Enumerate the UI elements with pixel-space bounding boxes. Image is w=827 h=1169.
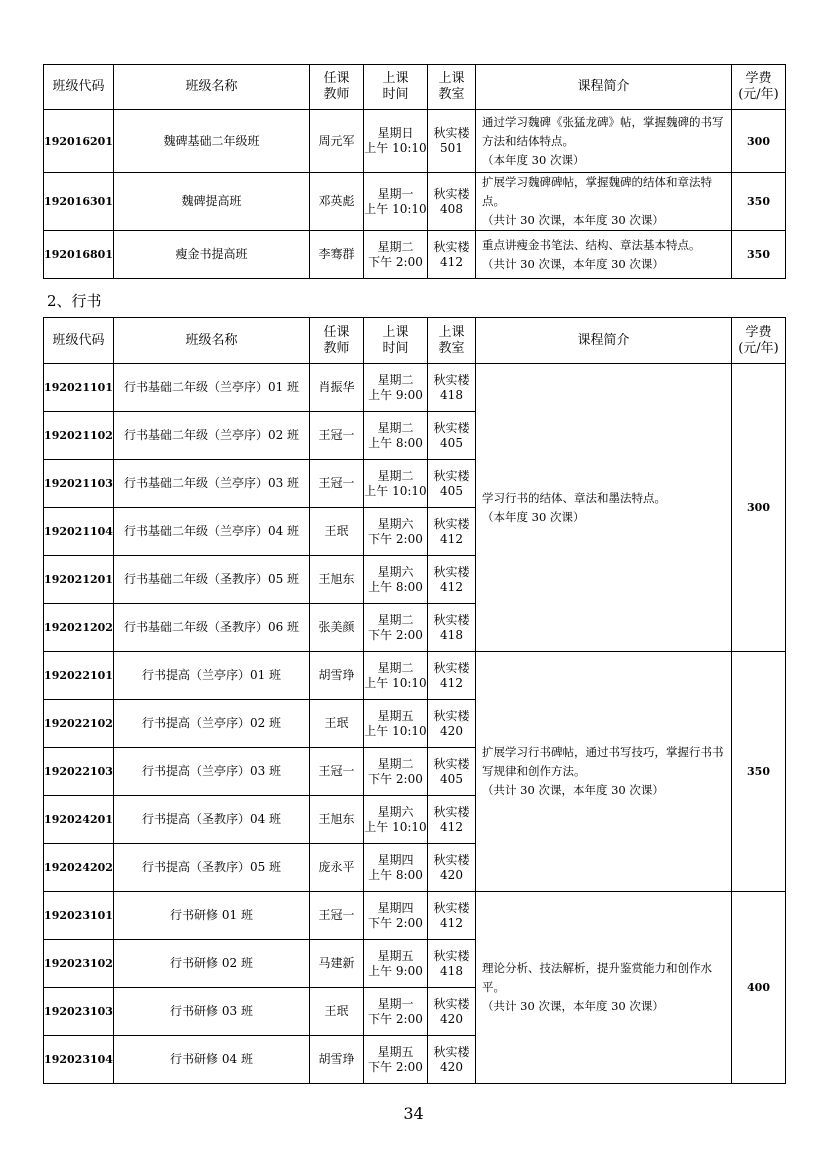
- classroom: 秋实楼 408: [428, 173, 476, 231]
- class-code: 192016801: [44, 231, 114, 279]
- section-heading: 2、行书: [47, 292, 102, 310]
- class-name: 行书基础二年级（兰亭序）02 班: [114, 412, 310, 460]
- teacher: 王冠一: [310, 748, 364, 796]
- class-name: 行书基础二年级（兰亭序）01 班: [114, 364, 310, 412]
- classroom: 秋实楼 420: [428, 844, 476, 892]
- classroom: 秋实楼 412: [428, 892, 476, 940]
- tuition-fee: 350: [732, 652, 786, 892]
- teacher: 王旭东: [310, 556, 364, 604]
- classroom: 秋实楼 412: [428, 508, 476, 556]
- class-code: 192024201: [44, 796, 114, 844]
- course-intro: 扩展学习魏碑碑帖，掌握魏碑的结体和章法特点。 （共计 30 次课，本年度 30 次课）: [476, 173, 732, 231]
- teacher: 庞永平: [310, 844, 364, 892]
- course-intro: 重点讲瘦金书笔法、结构、章法基本特点。 （共计 30 次课，本年度 30 次课）: [476, 231, 732, 279]
- class-name: 行书提高（圣教序）04 班: [114, 796, 310, 844]
- table-row: [44, 892, 786, 940]
- course-intro: 扩展学习行书碑帖，通过书写技巧，掌握行书书 写规律和创作方法。 （共计 30 次课，本年度 30 次课）: [476, 652, 732, 892]
- tuition-fee: 300: [732, 364, 786, 652]
- page-number: 34: [403, 1104, 424, 1123]
- classroom: 秋实楼 405: [428, 412, 476, 460]
- table-row: [44, 173, 786, 231]
- teacher: 马建新: [310, 940, 364, 988]
- header-teacher: 任课 教师: [310, 65, 364, 110]
- class-code: 192023102: [44, 940, 114, 988]
- class-name: 行书提高（兰亭序）02 班: [114, 700, 310, 748]
- class-name: 魏碑基础二年级班: [114, 110, 310, 173]
- header-time: 上课 时间: [364, 318, 428, 364]
- table-body: [44, 364, 786, 1084]
- class-time: 星期二 上午 10:10: [364, 460, 428, 508]
- teacher: 周元军: [310, 110, 364, 173]
- class-name: 行书研修 04 班: [114, 1036, 310, 1084]
- class-time: 星期四 上午 8:00: [364, 844, 428, 892]
- header-name: 班级名称: [114, 65, 310, 110]
- class-code: 192024202: [44, 844, 114, 892]
- class-time: 星期二 下午 2:00: [364, 604, 428, 652]
- class-code: 192021201: [44, 556, 114, 604]
- class-name: 行书提高（圣教序）05 班: [114, 844, 310, 892]
- class-time: 星期二 下午 2:00: [364, 231, 428, 279]
- class-name: 行书基础二年级（兰亭序）03 班: [114, 460, 310, 508]
- teacher: 胡雪琤: [310, 1036, 364, 1084]
- classroom: 秋实楼 412: [428, 556, 476, 604]
- table-header-row: [44, 65, 786, 110]
- table-row: [44, 652, 786, 700]
- class-time: 星期五 上午 9:00: [364, 940, 428, 988]
- teacher: 王旭东: [310, 796, 364, 844]
- teacher: 王珉: [310, 988, 364, 1036]
- classroom: 秋实楼 405: [428, 460, 476, 508]
- teacher: 王冠一: [310, 892, 364, 940]
- classroom: 秋实楼 420: [428, 1036, 476, 1084]
- course-intro: 理论分析、技法解析，提升鉴赏能力和创作水平。 （共计 30 次课，本年度 30 次课）: [476, 892, 732, 1084]
- classroom: 秋实楼 418: [428, 604, 476, 652]
- class-time: 星期一 下午 2:00: [364, 988, 428, 1036]
- class-name: 行书研修 03 班: [114, 988, 310, 1036]
- header-fee: 学费 (元/年): [732, 318, 786, 364]
- tuition-fee: 350: [732, 173, 786, 231]
- class-name: 行书提高（兰亭序）03 班: [114, 748, 310, 796]
- class-code: 192023101: [44, 892, 114, 940]
- class-time: 星期五 下午 2:00: [364, 1036, 428, 1084]
- class-time: 星期六 下午 2:00: [364, 508, 428, 556]
- class-code: 192022101: [44, 652, 114, 700]
- class-time: 星期四 下午 2:00: [364, 892, 428, 940]
- teacher: 肖振华: [310, 364, 364, 412]
- course-intro: 通过学习魏碑《张猛龙碑》帖，掌握魏碑的书写 方法和结体特点。 （本年度 30 次课）: [476, 110, 732, 173]
- teacher: 王冠一: [310, 412, 364, 460]
- class-code: 192016201: [44, 110, 114, 173]
- class-name: 行书基础二年级（圣教序）05 班: [114, 556, 310, 604]
- classroom: 秋实楼 412: [428, 796, 476, 844]
- class-name: 行书基础二年级（兰亭序）04 班: [114, 508, 310, 556]
- class-code: 192021103: [44, 460, 114, 508]
- classroom: 秋实楼 412: [428, 231, 476, 279]
- table-header-row: [44, 318, 786, 364]
- class-time: 星期一 上午 10:10: [364, 173, 428, 231]
- class-code: 192016301: [44, 173, 114, 231]
- tuition-fee: 350: [732, 231, 786, 279]
- table-row: [44, 231, 786, 279]
- tuition-fee: 300: [732, 110, 786, 173]
- class-code: 192021104: [44, 508, 114, 556]
- classroom: 秋实楼 418: [428, 364, 476, 412]
- table-row: [44, 364, 786, 412]
- class-code: 192022103: [44, 748, 114, 796]
- header-intro: 课程简介: [476, 65, 732, 110]
- header-name: 班级名称: [114, 318, 310, 364]
- class-time: 星期二 上午 9:00: [364, 364, 428, 412]
- class-name: 行书基础二年级（圣教序）06 班: [114, 604, 310, 652]
- class-code: 192021101: [44, 364, 114, 412]
- teacher: 李骞群: [310, 231, 364, 279]
- course-intro: 学习行书的结体、章法和墨法特点。 （本年度 30 次课）: [476, 364, 732, 652]
- header-intro: 课程简介: [476, 318, 732, 364]
- class-name: 魏碑提高班: [114, 173, 310, 231]
- classroom: 秋实楼 420: [428, 700, 476, 748]
- teacher: 邓英彪: [310, 173, 364, 231]
- class-code: 192023103: [44, 988, 114, 1036]
- class-code: 192023104: [44, 1036, 114, 1084]
- classroom: 秋实楼 501: [428, 110, 476, 173]
- class-time: 星期二 上午 10:10: [364, 652, 428, 700]
- class-time: 星期日 上午 10:10: [364, 110, 428, 173]
- class-name: 行书研修 02 班: [114, 940, 310, 988]
- header-room: 上课 教室: [428, 65, 476, 110]
- class-name: 行书研修 01 班: [114, 892, 310, 940]
- classroom: 秋实楼 405: [428, 748, 476, 796]
- table-row: [44, 110, 786, 173]
- class-time: 星期二 下午 2:00: [364, 748, 428, 796]
- class-time: 星期二 上午 8:00: [364, 412, 428, 460]
- header-code: 班级代码: [44, 318, 114, 364]
- class-table-weibei: [43, 64, 786, 279]
- class-time: 星期六 上午 10:10: [364, 796, 428, 844]
- teacher: 张美颜: [310, 604, 364, 652]
- classroom: 秋实楼 418: [428, 940, 476, 988]
- teacher: 王冠一: [310, 460, 364, 508]
- header-room: 上课 教室: [428, 318, 476, 364]
- header-fee: 学费 (元/年): [732, 65, 786, 110]
- classroom: 秋实楼 420: [428, 988, 476, 1036]
- teacher: 王珉: [310, 508, 364, 556]
- teacher: 王珉: [310, 700, 364, 748]
- teacher: 胡雪琤: [310, 652, 364, 700]
- header-teacher: 任课 教师: [310, 318, 364, 364]
- header-code: 班级代码: [44, 65, 114, 110]
- class-code: 192021102: [44, 412, 114, 460]
- classroom: 秋实楼 412: [428, 652, 476, 700]
- class-table-xingshu: [43, 317, 786, 1084]
- class-code: 192021202: [44, 604, 114, 652]
- class-code: 192022102: [44, 700, 114, 748]
- class-time: 星期六 上午 8:00: [364, 556, 428, 604]
- class-name: 行书提高（兰亭序）01 班: [114, 652, 310, 700]
- header-time: 上课 时间: [364, 65, 428, 110]
- tuition-fee: 400: [732, 892, 786, 1084]
- class-time: 星期五 上午 10:10: [364, 700, 428, 748]
- class-name: 瘦金书提高班: [114, 231, 310, 279]
